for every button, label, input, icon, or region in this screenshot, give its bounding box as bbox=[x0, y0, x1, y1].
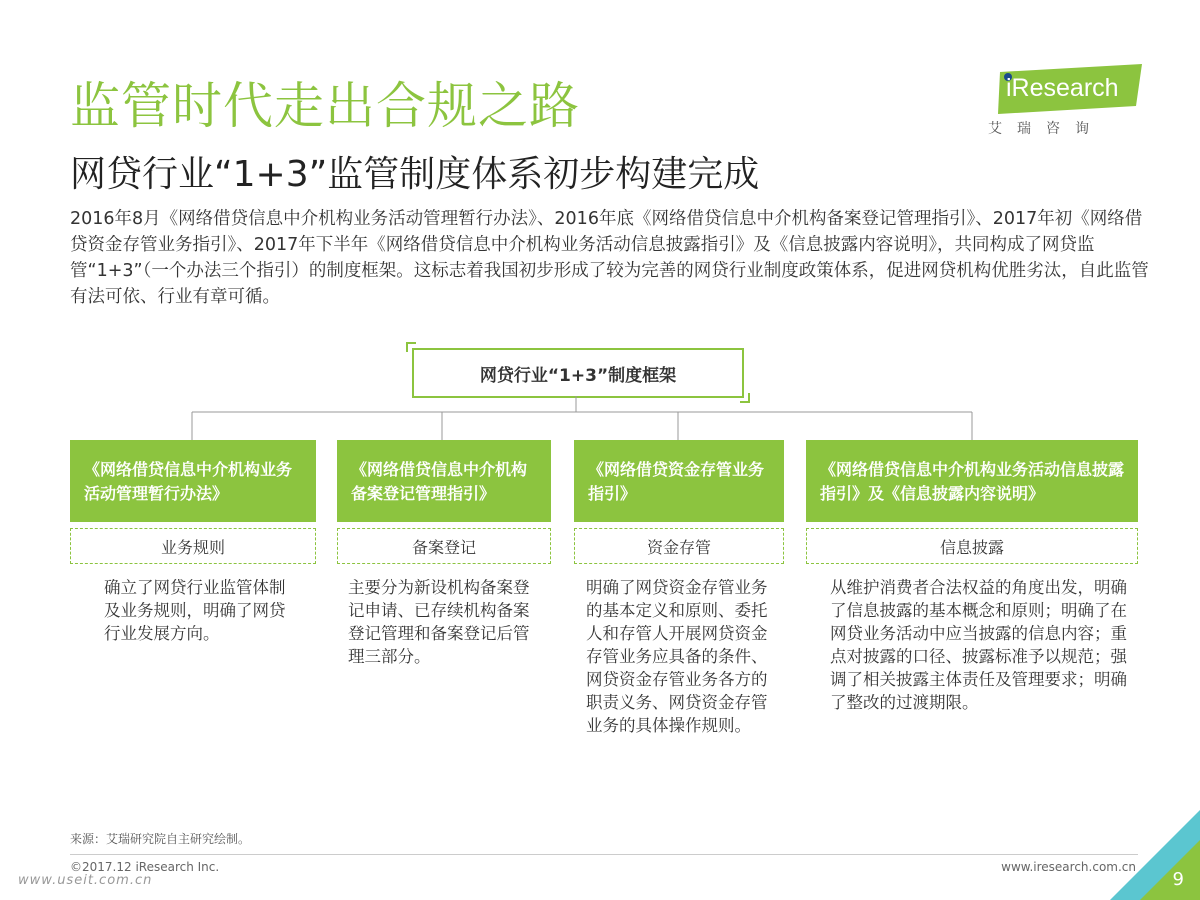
framework-doc-title: 《网络借贷资金存管业务指引》 bbox=[588, 460, 765, 503]
footer-divider bbox=[70, 854, 1138, 855]
framework-description-2: 主要分为新设机构备案登记申请、已存续机构备案登记管理和备案登记后管理三部分。 bbox=[348, 578, 530, 666]
framework-doc-box-3 bbox=[574, 440, 784, 522]
framework-doc-box-1 bbox=[70, 440, 316, 522]
framework-category-label: 业务规则 bbox=[160, 537, 225, 557]
watermark-text: www.useit.com.cn bbox=[18, 873, 153, 888]
logo-text: iResearch bbox=[1006, 74, 1119, 102]
source-note: 来源：艾瑞研究院自主研究绘制。 bbox=[70, 832, 251, 846]
copyright-text: ©2017.12 iResearch Inc. bbox=[70, 860, 220, 874]
framework-category-box-2 bbox=[337, 528, 551, 564]
framework-description-1: 确立了网贷行业监管体制及业务规则，明确了网贷行业发展方向。 bbox=[104, 578, 286, 643]
page-title: 监管时代走出合规之路 bbox=[70, 77, 580, 135]
website-link[interactable]: www.iresearch.com.cn bbox=[1001, 860, 1136, 874]
page-subtitle: 网贷行业“1+3”监管制度体系初步构建完成 bbox=[70, 154, 760, 195]
framework-category-box-3 bbox=[574, 528, 784, 564]
logo-subtext: 艾瑞咨询 bbox=[988, 121, 1104, 137]
framework-description-3: 明确了网贷资金存管业务的基本定义和原则、委托人和存管人开展网贷资金存管业务应具备的条件、网贷资金存管业务各方的职责义务、网贷资金存管业务的具体操作规则。 bbox=[586, 578, 768, 735]
framework-category-label: 信息披露 bbox=[939, 537, 1004, 557]
framework-description-4: 从维护消费者合法权益的角度出发，明确了信息披露的基本概念和原则；明确了在网贷业务活动中应当披露的信息内容；重点对披露的口径、披露标准予以规范；强调了相关披露主体责任及管理要求；明确了整改的过渡期限。 bbox=[830, 578, 1127, 712]
corner-decoration bbox=[1110, 810, 1200, 900]
framework-category-label: 资金存管 bbox=[646, 537, 711, 557]
framework-doc-box-2 bbox=[337, 440, 551, 522]
framework-doc-title: 《网络借贷信息中介机构业务活动管理暂行办法》 bbox=[84, 460, 293, 503]
framework-title-label: 网贷行业“1+3”制度框架 bbox=[479, 365, 677, 386]
framework-doc-title: 《网络借贷信息中介机构备案登记管理指引》 bbox=[351, 460, 528, 503]
framework-category-label: 备案登记 bbox=[411, 537, 476, 557]
intro-paragraph: 2016年8月《网络借贷信息中介机构业务活动管理暂行办法》、2016年底《网络借贷信息中介机构备案登记管理指引》、2017年初《网络借贷资金存管业务指引》、2017年下半年《网络借贷信息中介机构业务活动信息披露指引》及《信息披露内容说明》，共同构成了网贷监管“1+3”（一个办法三个指引）的制度框架。这标志着我国初步形成了较为完善的网贷行业制度政策体系，促进网贷机构优胜劣汰，自此监管有法可依、行业有章可循。 bbox=[70, 209, 1149, 307]
framework-doc-title: 《网络借贷信息中介机构业务活动信息披露指引》及《信息披露内容说明》 bbox=[820, 460, 1125, 503]
page-number: 9 bbox=[1172, 869, 1184, 890]
framework-category-box-1 bbox=[70, 528, 316, 564]
framework-category-box-4 bbox=[806, 528, 1138, 564]
framework-doc-box-4 bbox=[806, 440, 1138, 522]
